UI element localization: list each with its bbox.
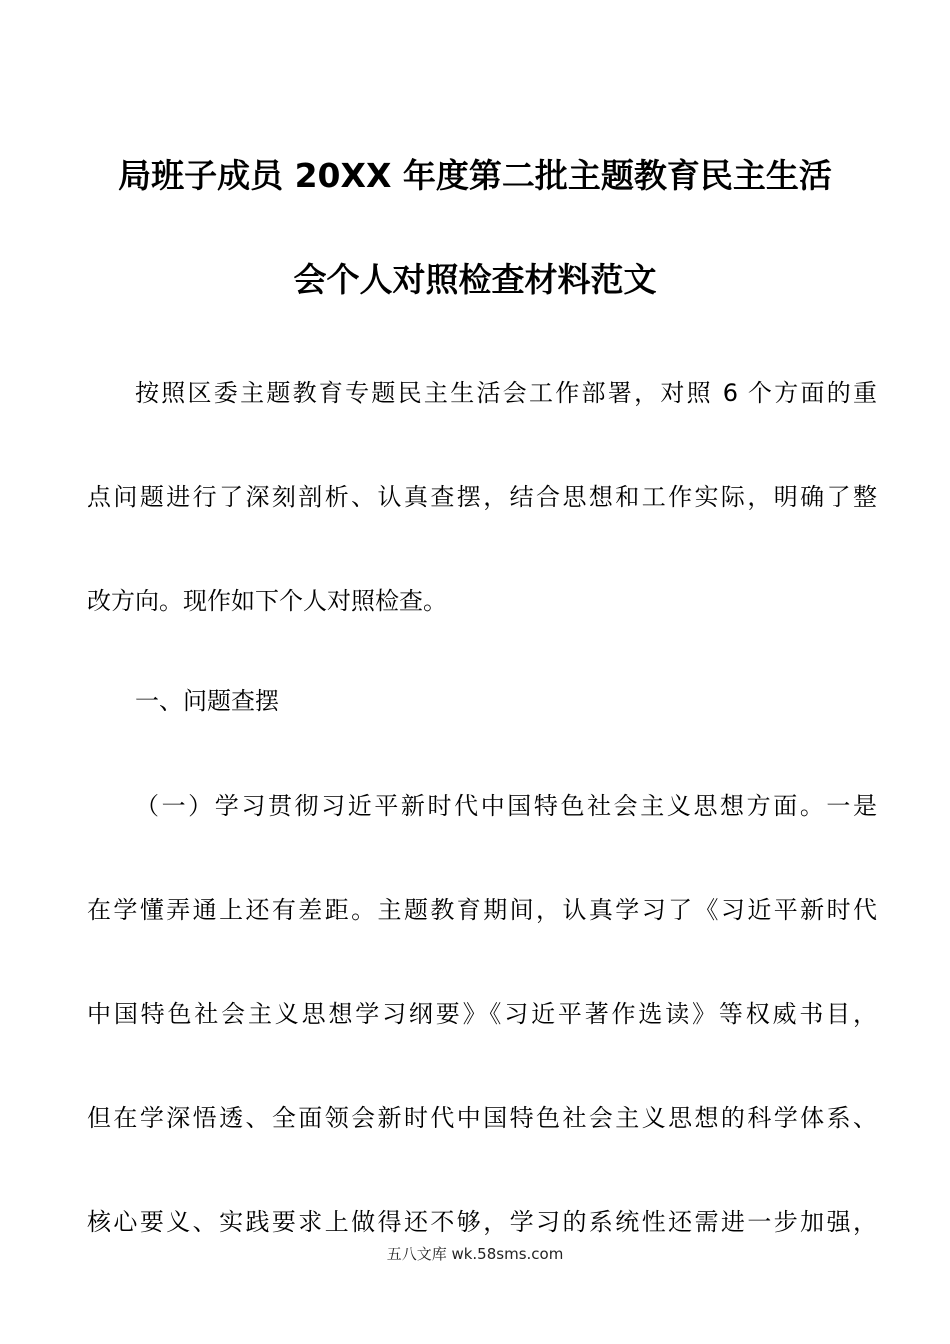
section1-line-3: 中国特色社会主义思想学习纲要》《习近平著作选读》等权威书目，	[87, 1000, 877, 1028]
intro-line-2: 点问题进行了深刻剖析、认真查摆，结合思想和工作实际，明确了整	[87, 483, 877, 511]
section1-line-2: 在学懂弄通上还有差距。主题教育期间，认真学习了《习近平新时代	[87, 896, 877, 924]
section1-line-5: 核心要义、实践要求上做得还不够，学习的系统性还需进一步加强，	[87, 1208, 877, 1236]
document-title-line-1: 局班子成员 20XX 年度第二批主题教育民主生活	[118, 156, 832, 195]
section1-paragraph	[87, 754, 877, 1274]
document-title-line-2: 会个人对照检查材料范文	[293, 260, 657, 299]
section1-line-1: （一）学习贯彻习近平新时代中国特色社会主义思想方面。一是	[135, 792, 877, 820]
intro-paragraph	[87, 341, 877, 653]
intro-line-1: 按照区委主题教育专题民主生活会工作部署，对照 6 个方面的重	[135, 379, 877, 407]
section1-line-4: 但在学深悟透、全面领会新时代中国特色社会主义思想的科学体系、	[87, 1104, 877, 1132]
footer-watermark: 五八文库 wk.58sms.com	[386, 1245, 564, 1263]
intro-line-3: 改方向。现作如下个人对照检查。	[87, 587, 447, 615]
section-heading: 一、问题查摆	[135, 687, 279, 715]
